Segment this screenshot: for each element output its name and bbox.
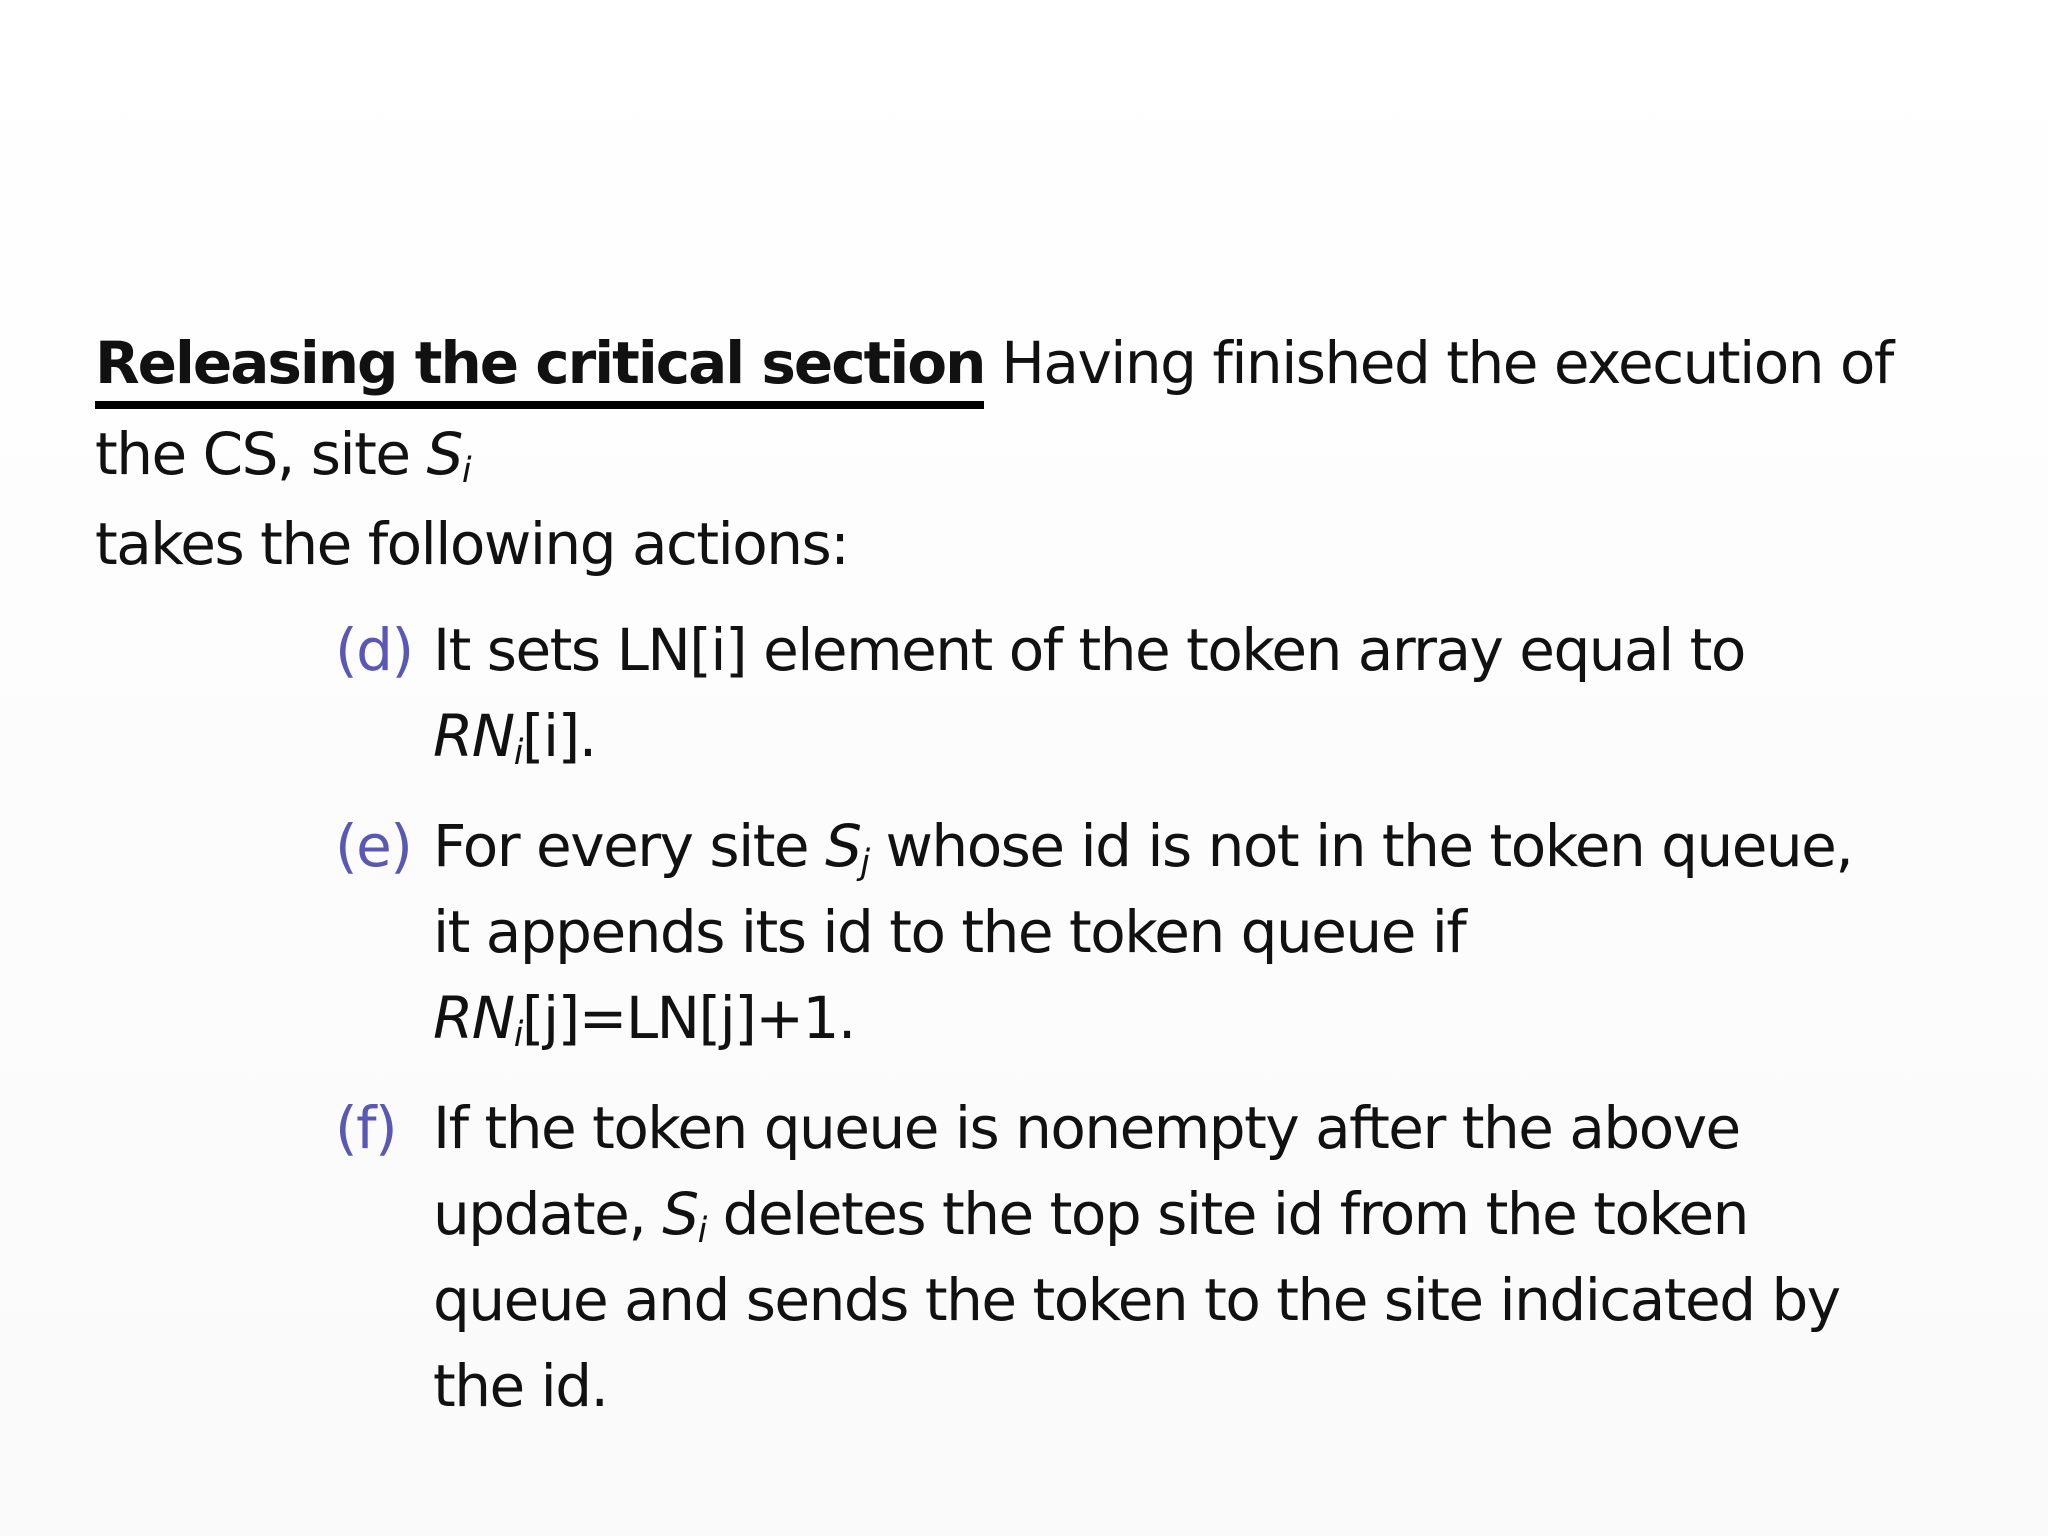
intro-text: Having finished the execution of the CS, site	[95, 329, 1893, 488]
list-item-f	[335, 1085, 1865, 1429]
item-d-math-var: RN	[433, 702, 514, 770]
item-e-text-middle: whose id is not in the token queue, it appends its id to the token queue if	[433, 812, 1853, 966]
item-e-site-letter: S	[825, 812, 861, 880]
list-marker-f: (f)	[335, 1094, 397, 1162]
slide-content	[95, 318, 1995, 1453]
item-d-math-sub: i	[513, 733, 522, 773]
item-e-math	[433, 984, 522, 1055]
item-f-site-letter: S	[662, 1180, 698, 1248]
intro-site-symbol	[426, 420, 471, 491]
intro-site-subscript: i	[461, 451, 471, 491]
item-e-site	[825, 812, 869, 883]
item-d-text: It sets LN[i] element of the token array equal to	[433, 616, 1745, 684]
item-e-math-var: RN	[433, 984, 514, 1052]
list-item-d	[335, 607, 1865, 779]
list-marker-d: (d)	[335, 616, 413, 684]
item-e-site-sub: j	[860, 843, 869, 883]
item-d-text-end: [i].	[521, 702, 596, 770]
actions-list	[335, 607, 1865, 1429]
item-f-site	[662, 1180, 706, 1251]
intro-rest-text: takes the following actions:	[95, 510, 849, 578]
list-item-e	[335, 803, 1865, 1061]
intro-paragraph	[95, 318, 1995, 589]
item-d-math	[433, 702, 522, 773]
item-f-site-sub: i	[697, 1211, 706, 1251]
item-e-math-sub: i	[513, 1015, 522, 1055]
item-f-text-end: deletes the top site id from the token queue and sends the token to the site indicated by the id.	[433, 1180, 1840, 1420]
section-heading: Releasing the critical section	[95, 325, 984, 409]
list-marker-e: (e)	[335, 812, 412, 880]
item-e-text-end: [j]=LN[j]+1.	[521, 984, 855, 1052]
intro-site-letter: S	[426, 420, 462, 488]
item-f-text-start: If the token queue is nonempty after the above update,	[433, 1094, 1740, 1248]
item-e-text-start: For every site	[433, 812, 809, 880]
